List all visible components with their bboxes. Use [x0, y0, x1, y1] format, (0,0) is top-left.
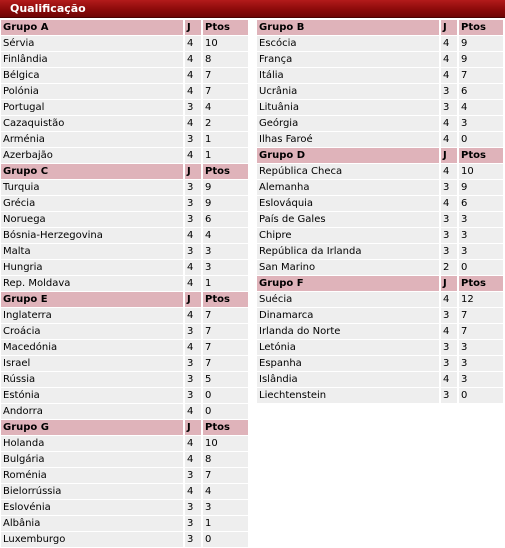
team-name: Grécia [1, 196, 183, 211]
games-played: 3 [441, 180, 457, 195]
points: 2 [203, 116, 248, 131]
games-played: 3 [441, 388, 457, 403]
games-played: 4 [441, 164, 457, 179]
team-row [257, 164, 503, 180]
team-name: Chipre [257, 228, 439, 243]
games-played: 4 [441, 52, 457, 67]
group-header [257, 276, 503, 292]
points: 4 [459, 100, 503, 115]
team-name: Letónia [257, 340, 439, 355]
games-played: 3 [185, 356, 201, 371]
group-name: Grupo A [1, 20, 183, 35]
page-title: Qualificação [10, 2, 86, 15]
team-row [257, 36, 503, 52]
team-row [257, 388, 503, 404]
games-played: 4 [185, 436, 201, 451]
points: 4 [203, 484, 248, 499]
games-played: 4 [185, 452, 201, 467]
team-name: Itália [257, 68, 439, 83]
points: 3 [203, 244, 248, 259]
points: 0 [459, 388, 503, 403]
games-played: 3 [441, 84, 457, 99]
points-column-header: Ptos [459, 148, 503, 163]
team-name: Estónia [1, 388, 183, 403]
games-played: 4 [185, 84, 201, 99]
group-header [1, 420, 248, 436]
games-played: 3 [185, 132, 201, 147]
points: 10 [459, 164, 503, 179]
team-row [257, 132, 503, 148]
team-row [1, 484, 248, 500]
team-row [257, 292, 503, 308]
team-row [1, 356, 248, 372]
team-name: República da Irlanda [257, 244, 439, 259]
team-row [257, 356, 503, 372]
team-row [1, 372, 248, 388]
team-row [1, 452, 248, 468]
team-row [1, 404, 248, 420]
team-row [1, 260, 248, 276]
points: 7 [203, 68, 248, 83]
games-played: 3 [185, 100, 201, 115]
team-name: Bélgica [1, 68, 183, 83]
team-row [1, 340, 248, 356]
team-name: San Marino [257, 260, 439, 275]
group-header [1, 164, 248, 180]
team-row [257, 244, 503, 260]
games-played: 3 [185, 372, 201, 387]
team-name: Islândia [257, 372, 439, 387]
team-name: Irlanda do Norte [257, 324, 439, 339]
points: 6 [459, 196, 503, 211]
games-played: 3 [185, 516, 201, 531]
team-name: Noruega [1, 212, 183, 227]
games-played: 3 [441, 244, 457, 259]
group-header [1, 20, 248, 36]
points: 4 [203, 100, 248, 115]
points: 10 [203, 36, 248, 51]
games-played: 4 [185, 36, 201, 51]
games-played: 3 [185, 180, 201, 195]
points: 7 [203, 308, 248, 323]
team-row [1, 52, 248, 68]
points: 3 [459, 372, 503, 387]
games-played: 4 [441, 68, 457, 83]
games-played: 4 [441, 132, 457, 147]
team-row [1, 308, 248, 324]
team-name: Israel [1, 356, 183, 371]
group-name: Grupo G [1, 420, 183, 435]
team-name: Portugal [1, 100, 183, 115]
points: 3 [203, 500, 248, 515]
team-row [1, 324, 248, 340]
team-name: Geórgia [257, 116, 439, 131]
points: 3 [459, 244, 503, 259]
team-row [257, 260, 503, 276]
team-row [1, 148, 248, 164]
games-played: 4 [185, 260, 201, 275]
team-row [257, 180, 503, 196]
points-column-header: Ptos [203, 420, 248, 435]
team-row [257, 84, 503, 100]
points: 7 [203, 468, 248, 483]
games-played: 4 [441, 196, 457, 211]
games-played: 4 [185, 276, 201, 291]
team-row [257, 100, 503, 116]
group-name: Grupo F [257, 276, 439, 291]
team-row [1, 196, 248, 212]
points: 3 [459, 212, 503, 227]
points: 3 [459, 356, 503, 371]
team-name: Polónia [1, 84, 183, 99]
team-row [1, 468, 248, 484]
team-name: Suécia [257, 292, 439, 307]
games-played: 4 [185, 148, 201, 163]
points: 6 [459, 84, 503, 99]
team-name: Hungria [1, 260, 183, 275]
games-played: 3 [185, 196, 201, 211]
team-name: Rússia [1, 372, 183, 387]
group-name: Grupo C [1, 164, 183, 179]
team-name: Eslovénia [1, 500, 183, 515]
team-row [257, 308, 503, 324]
points: 1 [203, 148, 248, 163]
points: 0 [203, 388, 248, 403]
team-row [257, 196, 503, 212]
group-header [257, 20, 503, 36]
team-row [1, 276, 248, 292]
points: 12 [459, 292, 503, 307]
games-played: 4 [185, 52, 201, 67]
points: 1 [203, 132, 248, 147]
points: 7 [203, 356, 248, 371]
games-played: 3 [185, 324, 201, 339]
team-row [1, 228, 248, 244]
points: 7 [203, 340, 248, 355]
points: 9 [459, 36, 503, 51]
team-row [257, 68, 503, 84]
games-played: 3 [185, 244, 201, 259]
games-column-header: J [185, 420, 201, 435]
team-row [1, 132, 248, 148]
team-name: França [257, 52, 439, 67]
team-row [257, 116, 503, 132]
points: 9 [459, 52, 503, 67]
team-row [1, 500, 248, 516]
team-row [1, 244, 248, 260]
points: 3 [203, 260, 248, 275]
team-name: Ilhas Faroé [257, 132, 439, 147]
games-played: 4 [185, 228, 201, 243]
team-name: Eslováquia [257, 196, 439, 211]
team-name: Liechtenstein [257, 388, 439, 403]
games-played: 3 [441, 356, 457, 371]
points: 9 [203, 180, 248, 195]
games-played: 4 [185, 68, 201, 83]
team-row [257, 324, 503, 340]
team-name: Espanha [257, 356, 439, 371]
games-played: 3 [185, 500, 201, 515]
team-name: República Checa [257, 164, 439, 179]
team-name: Sérvia [1, 36, 183, 51]
points: 6 [203, 212, 248, 227]
group-name: Grupo D [257, 148, 439, 163]
team-name: Azerbajão [1, 148, 183, 163]
games-played: 3 [185, 212, 201, 227]
points: 0 [203, 532, 248, 547]
games-played: 4 [185, 116, 201, 131]
team-name: Arménia [1, 132, 183, 147]
points: 7 [459, 308, 503, 323]
team-row [1, 212, 248, 228]
team-name: Alemanha [257, 180, 439, 195]
team-row [1, 436, 248, 452]
games-played: 4 [185, 340, 201, 355]
games-played: 3 [441, 100, 457, 115]
points: 9 [203, 196, 248, 211]
team-name: Bulgária [1, 452, 183, 467]
games-played: 3 [185, 468, 201, 483]
team-name: Roménia [1, 468, 183, 483]
points: 3 [459, 228, 503, 243]
points: 8 [203, 52, 248, 67]
games-column-header: J [441, 148, 457, 163]
games-played: 4 [185, 484, 201, 499]
team-name: Croácia [1, 324, 183, 339]
team-name: Holanda [1, 436, 183, 451]
team-row [1, 84, 248, 100]
games-played: 4 [185, 404, 201, 419]
games-column-header: J [185, 20, 201, 35]
qualification-header [0, 0, 505, 18]
team-row [1, 388, 248, 404]
team-name: Albânia [1, 516, 183, 531]
team-name: País de Gales [257, 212, 439, 227]
points: 7 [203, 324, 248, 339]
team-row [257, 212, 503, 228]
games-column-header: J [441, 20, 457, 35]
team-name: Dinamarca [257, 308, 439, 323]
games-column-header: J [185, 292, 201, 307]
team-name: Andorra [1, 404, 183, 419]
points: 8 [203, 452, 248, 467]
team-name: Inglaterra [1, 308, 183, 323]
team-name: Turquia [1, 180, 183, 195]
points: 3 [459, 340, 503, 355]
team-row [1, 100, 248, 116]
points-column-header: Ptos [459, 20, 503, 35]
points: 9 [459, 180, 503, 195]
games-played: 2 [441, 260, 457, 275]
team-row [1, 532, 248, 548]
standings-left-column [1, 20, 248, 548]
points: 4 [203, 228, 248, 243]
games-played: 3 [441, 212, 457, 227]
games-played: 4 [441, 324, 457, 339]
points: 7 [459, 324, 503, 339]
points-column-header: Ptos [459, 276, 503, 291]
points-column-header: Ptos [203, 164, 248, 179]
team-name: Lituânia [257, 100, 439, 115]
games-played: 4 [441, 36, 457, 51]
games-played: 3 [441, 340, 457, 355]
team-name: Macedónia [1, 340, 183, 355]
games-played: 4 [441, 292, 457, 307]
team-name: Finlândia [1, 52, 183, 67]
group-name: Grupo B [257, 20, 439, 35]
team-row [1, 116, 248, 132]
points: 3 [459, 116, 503, 131]
points: 1 [203, 276, 248, 291]
group-name: Grupo E [1, 292, 183, 307]
team-name: Rep. Moldava [1, 276, 183, 291]
points: 7 [459, 68, 503, 83]
points: 5 [203, 372, 248, 387]
team-row [1, 68, 248, 84]
games-played: 4 [185, 308, 201, 323]
team-name: Bielorrússia [1, 484, 183, 499]
points: 7 [203, 84, 248, 99]
points: 0 [203, 404, 248, 419]
team-row [1, 516, 248, 532]
standings-right-column [257, 20, 503, 404]
team-row [257, 228, 503, 244]
games-played: 4 [441, 372, 457, 387]
points: 10 [203, 436, 248, 451]
games-played: 3 [185, 388, 201, 403]
team-row [257, 340, 503, 356]
games-column-header: J [185, 164, 201, 179]
team-name: Escócia [257, 36, 439, 51]
games-played: 3 [441, 228, 457, 243]
team-name: Ucrânia [257, 84, 439, 99]
team-name: Malta [1, 244, 183, 259]
points: 0 [459, 260, 503, 275]
games-played: 3 [185, 532, 201, 547]
group-header [257, 148, 503, 164]
games-played: 3 [441, 308, 457, 323]
points-column-header: Ptos [203, 20, 248, 35]
points-column-header: Ptos [203, 292, 248, 307]
team-name: Cazaquistão [1, 116, 183, 131]
team-row [1, 36, 248, 52]
team-row [257, 52, 503, 68]
group-header [1, 292, 248, 308]
team-row [257, 372, 503, 388]
team-row [1, 180, 248, 196]
games-played: 4 [441, 116, 457, 131]
points: 1 [203, 516, 248, 531]
team-name: Bósnia-Herzegovina [1, 228, 183, 243]
team-name: Luxemburgo [1, 532, 183, 547]
points: 0 [459, 132, 503, 147]
games-column-header: J [441, 276, 457, 291]
